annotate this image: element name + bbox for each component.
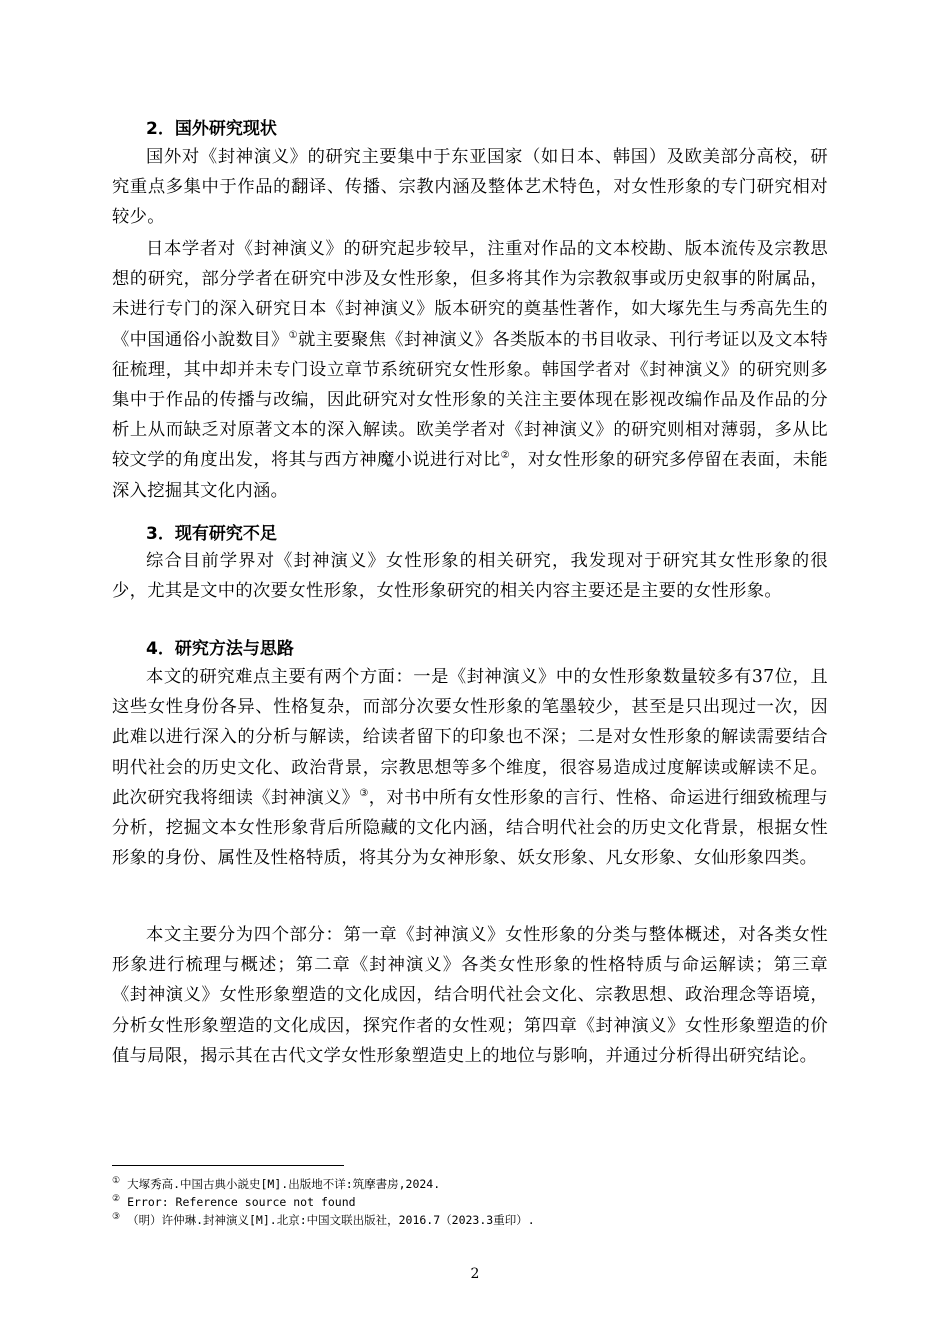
paragraph-s2-1: 国外对《封神演义》的研究主要集中于东亚国家（如日本、韩国）及欧美部分高校，研究重点多集中于作品的翻译、传播、宗教内涵及整体艺术特色，对女性形象的专门研究相对较少。 xyxy=(112,147,828,228)
paragraph-s4-1: 本文的研究难点主要有两个方面：一是《封神演义》中的女性形象数量较多有37位，且这些女性身份各异、性格复杂，而部分次要女性形象的笔墨较少，甚至是只出现过一次，因此难以进行深入的分析与解读，给读者留下的印象也不深；二是对女性形象的解读需要结合明代社会的历史文化、政治背景，宗教思想等多个维度，很容易造成过度解读或解读不足。此次研究我将细读《封神演义》③，对书中所有女性形象的言行、性格、命运进行细致梳理与分析，挖掘文本女性形象背后所隐藏的文化内涵，结合明代社会的历史文化背景，根据女性形象的身份、属性及性格特质，将其分为女神形象、妖女形象、凡女形象、女仙形象四类。 xyxy=(112,667,828,869)
footnote-ref-3[interactable]: ③ xyxy=(359,788,369,800)
section-heading-3: 3．现有研究不足 xyxy=(146,524,277,544)
footnote-3 xyxy=(112,1213,535,1228)
footnote-ref-2[interactable]: ② xyxy=(500,450,511,462)
footnote-ref-1[interactable]: ① xyxy=(288,329,299,341)
footnote-text: 大塚秀高.中国古典小説史[M].出版地不详:筑摩書房,2024. xyxy=(127,1177,441,1191)
paragraph-s3-1: 综合目前学界对《封神演义》女性形象的相关研究，我发现对于研究其女性形象的很少，尤其是文中的次要女性形象，女性形象研究的相关内容主要还是主要的女性形象。 xyxy=(112,551,828,602)
page-number: 2 xyxy=(470,1266,480,1282)
section-heading-2: 2．国外研究现状 xyxy=(146,119,277,139)
paragraph-s4-2: 本文主要分为四个部分：第一章《封神演义》女性形象的分类与整体概述，对各类女性形象进行梳理与概述；第二章《封神演义》各类女性形象的性格特质与命运解读；第三章《封神演义》女性形象塑造的文化成因，结合明代社会文化、宗教思想、政治理念等语境，分析女性形象塑造的文化成因，探究作者的女性观；第四章《封神演义》女性形象塑造的价值与局限，揭示其在古代文学女性形象塑造史上的地位与影响，并通过分析得出研究结论。 xyxy=(112,925,828,1066)
paragraph-s2-2: 日本学者对《封神演义》的研究起步较早，注重对作品的文本校勘、版本流传及宗教思想的研究，部分学者在研究中涉及女性形象，但多将其作为宗教叙事或历史叙事的附属品，未进行专门的深入研究日本《封神演义》版本研究的奠基性著作，如大塚先生与秀高先生的《中国通俗小說数目》①就主要聚焦《封神演义》各类版本的书目收录、刊行考证以及文本特征梳理，其中却并未专门设立章节系统研究女性形象。韩国学者对《封神演义》的研究则多集中于作品的传播与改编，因此研究对女性形象的关注主要体现在影视改编作品及作品的分析上从而缺乏对原著文本的深入解读。欧美学者对《封神演义》的研究则相对薄弱，多从比较文学的角度出发，将其与西方神魔小说进行对比②，对女性形象的研究多停留在表面，未能深入挖掘其文化内涵。 xyxy=(112,239,828,501)
footnote-mark: ① xyxy=(112,1176,121,1187)
footnote-mark: ② xyxy=(112,1194,121,1205)
section-heading-4: 4．研究方法与思路 xyxy=(146,639,294,659)
footnote-mark: ③ xyxy=(112,1212,121,1223)
footnote-separator xyxy=(112,1165,344,1166)
footnote-1 xyxy=(112,1177,440,1192)
footnote-2 xyxy=(112,1195,356,1210)
footnote-text: （明）许仲琳.封神演义[M].北京:中国文联出版社，2016.7（2023.3重印）. xyxy=(127,1213,535,1227)
footnote-text: Error: Reference source not found xyxy=(127,1195,356,1209)
